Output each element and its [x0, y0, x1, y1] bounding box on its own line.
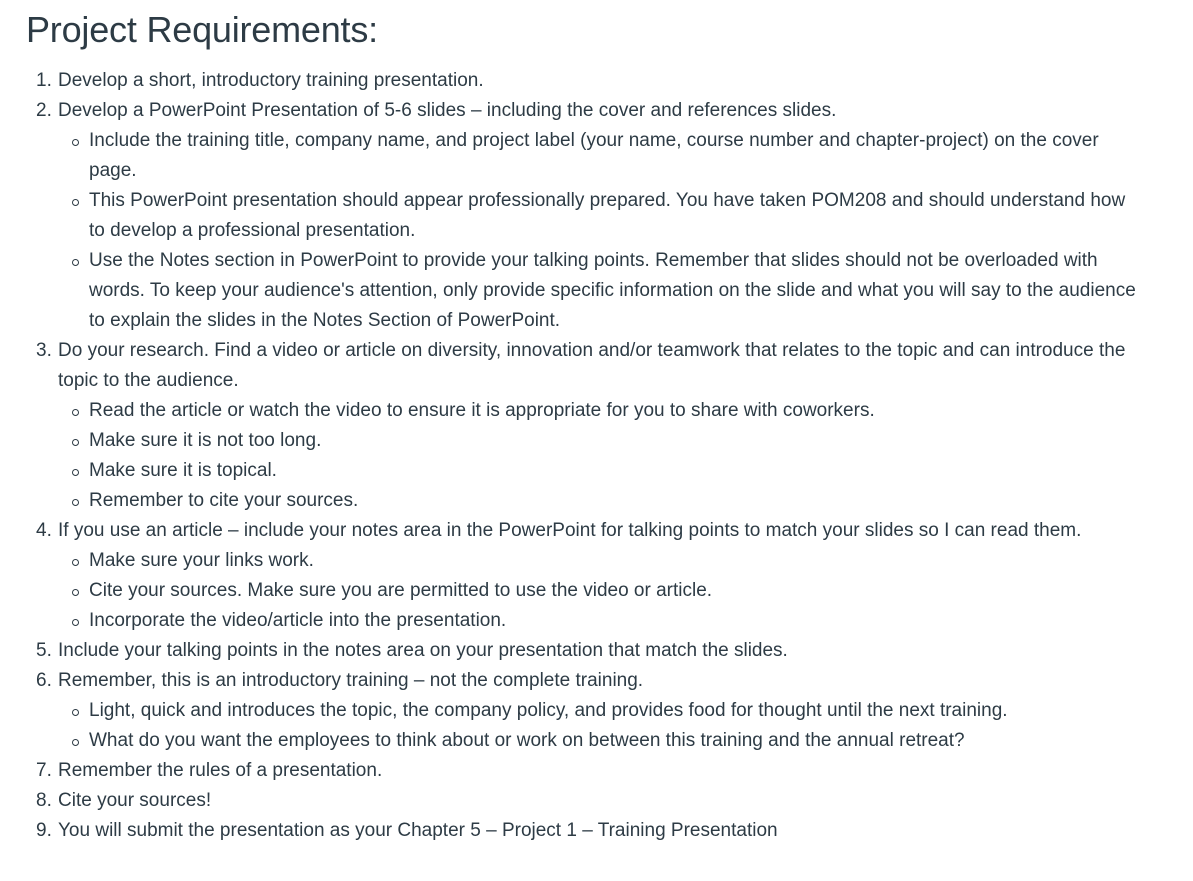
requirement-text: Remember, this is an introductory training – not the complete training.: [58, 670, 644, 691]
requirement-text: Develop a short, introductory training presentation.: [58, 70, 484, 91]
requirement-item: [58, 786, 1193, 816]
requirement-item: [58, 96, 1193, 336]
sub-item: Light, quick and introduces the topic, the company policy, and provides food for thought until the next training.: [89, 696, 1153, 726]
requirement-text: Do your research. Find a video or article on diversity, innovation and/or teamwork that relates to the topic and can introduce the topic to the audience.: [58, 340, 1126, 391]
requirement-item: [58, 756, 1193, 786]
requirements-list: [0, 66, 1193, 846]
requirement-text: If you use an article – include your notes area in the PowerPoint for talking points to match your slides so I can read them.: [58, 520, 1082, 541]
requirement-text: Include your talking points in the notes area on your presentation that match the slides.: [58, 640, 788, 661]
sub-item: Cite your sources. Make sure you are permitted to use the video or article.: [89, 576, 1153, 606]
sub-item: Read the article or watch the video to ensure it is appropriate for you to share with coworkers.: [89, 396, 1153, 426]
sub-item: Remember to cite your sources.: [89, 486, 1153, 516]
sub-item: Use the Notes section in PowerPoint to provide your talking points. Remember that slides should not be overloaded with words. To keep your audience's attention, only provide specific information on the slide and what you will say to the audience to explain the slides in the Notes Section of PowerPoint.: [89, 246, 1153, 336]
sub-item: Make sure it is not too long.: [89, 426, 1153, 456]
requirement-text: Remember the rules of a presentation.: [58, 760, 383, 781]
sub-list: [58, 696, 1153, 756]
requirement-text: Develop a PowerPoint Presentation of 5-6 slides – including the cover and references slides.: [58, 100, 837, 121]
requirement-item: [58, 66, 1193, 96]
sub-item: Incorporate the video/article into the presentation.: [89, 606, 1153, 636]
requirement-item: [58, 666, 1193, 756]
sub-item: Make sure your links work.: [89, 546, 1153, 576]
requirement-item: [58, 636, 1193, 666]
sub-item: This PowerPoint presentation should appear professionally prepared. You have taken POM208 and should understand how to develop a professional presentation.: [89, 186, 1153, 246]
sub-list: [58, 396, 1153, 516]
page-title: Project Requirements:: [26, 9, 378, 50]
requirement-item: [58, 336, 1193, 516]
sub-item: What do you want the employees to think about or work on between this training and the annual retreat?: [89, 726, 1153, 756]
requirement-text: Cite your sources!: [58, 790, 212, 811]
sub-list: [58, 126, 1153, 336]
requirement-text: You will submit the presentation as your Chapter 5 – Project 1 – Training Presentation: [58, 820, 778, 841]
requirement-item: [58, 816, 1193, 846]
sub-item: Make sure it is topical.: [89, 456, 1153, 486]
sub-list: [58, 546, 1153, 636]
sub-item: Include the training title, company name, and project label (your name, course number and chapter-project) on the cover page.: [89, 126, 1153, 186]
requirement-item: [58, 516, 1193, 636]
